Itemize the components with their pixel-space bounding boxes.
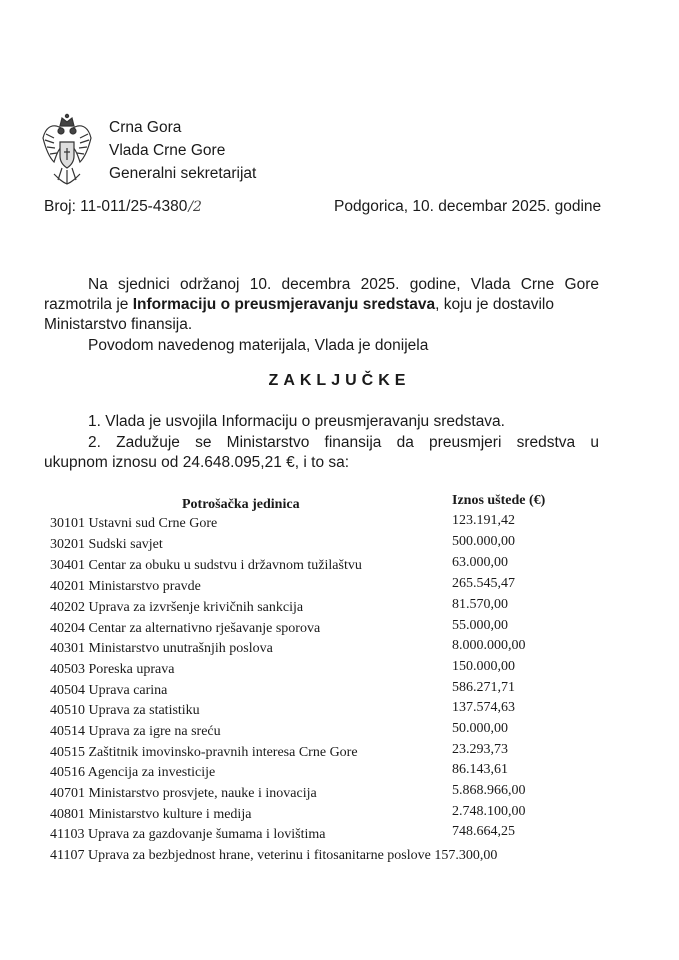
conclusion-item-1: 1. Vlada je usvojila Informaciju o preusmjeravanju sredstava. [88, 413, 505, 430]
table-row-unit: 40204 Centar za alternativno rješavanje sporova [50, 621, 321, 636]
table-row-unit: 40701 Ministarstvo prosvjete, nauke i inovacija [50, 786, 317, 801]
para1-text-pre: razmotrila je [44, 296, 133, 313]
department-name: Generalni sekretarijat [109, 165, 257, 182]
table-row-amount: 8.000.000,00 [452, 638, 526, 653]
table-row-amount: 748.664,25 [452, 824, 515, 839]
reference-label: Broj: 11-011/25-4380 [44, 198, 188, 215]
conclusion-item-2-line-2: ukupnom iznosu od 24.648.095,21 €, i to sa: [44, 454, 350, 471]
paragraph-1-line-2 [44, 295, 554, 314]
table-row-unit [50, 848, 497, 864]
table-row-unit: 40503 Poreska uprava [50, 662, 175, 677]
row-amount-inline: 157.300,00 [434, 848, 498, 863]
government-name: Vlada Crne Gore [109, 142, 226, 159]
table-row-amount: 150.000,00 [452, 659, 515, 674]
conclusions-title: ZAKLJUČKE [268, 372, 411, 389]
table-row-unit: 40516 Agencija za investicije [50, 765, 216, 780]
table-row-unit: 40801 Ministarstvo kulture i medija [50, 807, 252, 822]
table-row-unit: 40510 Uprava za statistiku [50, 703, 200, 718]
table-row-unit: 40201 Ministarstvo pravde [50, 579, 201, 594]
table-row-unit: 40202 Uprava za izvršenje krivičnih sankcija [50, 600, 304, 615]
table-row-unit: 40504 Uprava carina [50, 683, 168, 698]
column-header-amount: Iznos uštede (€) [452, 493, 546, 508]
place-date: Podgorica, 10. decembar 2025. godine [334, 198, 602, 215]
conclusion-item-2-line-1: 2. Zadužuje se Ministarstvo finansija da preusmjeri sredstva u [88, 434, 599, 451]
table-row-amount: 5.868.966,00 [452, 783, 526, 798]
table-row-unit: 30401 Centar za obuku u sudstvu i državnom tužilaštvu [50, 558, 362, 573]
table-row-unit: 30101 Ustavni sud Crne Gore [50, 516, 218, 531]
para1-text-post: , koju je dostavilo [435, 296, 554, 313]
table-row-unit: 40301 Ministarstvo unutrašnjih poslova [50, 641, 273, 656]
country-name: Crna Gora [109, 119, 182, 136]
table-row-amount: 137.574,63 [452, 700, 515, 715]
table-row-amount: 81.570,00 [452, 597, 508, 612]
table-row-amount: 63.000,00 [452, 555, 508, 570]
paragraph-1-line-3: Ministarstvo finansija. [44, 316, 193, 333]
institution-header [109, 116, 256, 185]
table-row-unit: 40514 Uprava za igre na sreću [50, 724, 221, 739]
table-row-amount: 23.293,73 [452, 742, 508, 757]
paragraph-2: Povodom navedenog materijala, Vlada je donijela [88, 337, 429, 354]
table-row-unit: 41103 Uprava za gazdovanje šumama i lovištima [50, 827, 326, 842]
reference-number [44, 198, 202, 216]
table-row-unit: 30201 Sudski savjet [50, 537, 163, 552]
column-header-unit: Potrošačka jedinica [182, 497, 300, 512]
table-row-amount: 500.000,00 [452, 534, 515, 549]
para1-bold-title: Informaciju o preusmjeravanju sredstava [132, 296, 436, 313]
row-unit-text: 41107 Uprava za bezbjednost hrane, veterinu i fitosanitarne poslove [50, 848, 431, 863]
table-row-amount: 55.000,00 [452, 618, 508, 633]
table-row-amount: 86.143,61 [452, 762, 508, 777]
table-row-unit: 40515 Zaštitnik imovinsko-pravnih interesa Crne Gore [50, 745, 358, 760]
table-row-amount: 265.545,47 [452, 576, 515, 591]
table-row-amount: 2.748.100,00 [452, 804, 526, 819]
table-row-amount: 586.271,71 [452, 680, 515, 695]
table-row-amount: 50.000,00 [452, 721, 508, 736]
coat-of-arms-icon [40, 112, 94, 190]
table-row-amount: 123.191,42 [452, 513, 515, 528]
paragraph-1-line-1: Na sjednici održanoj 10. decembra 2025. godine, Vlada Crne Gore [88, 276, 599, 293]
handwritten-suffix: /2 [188, 199, 202, 215]
